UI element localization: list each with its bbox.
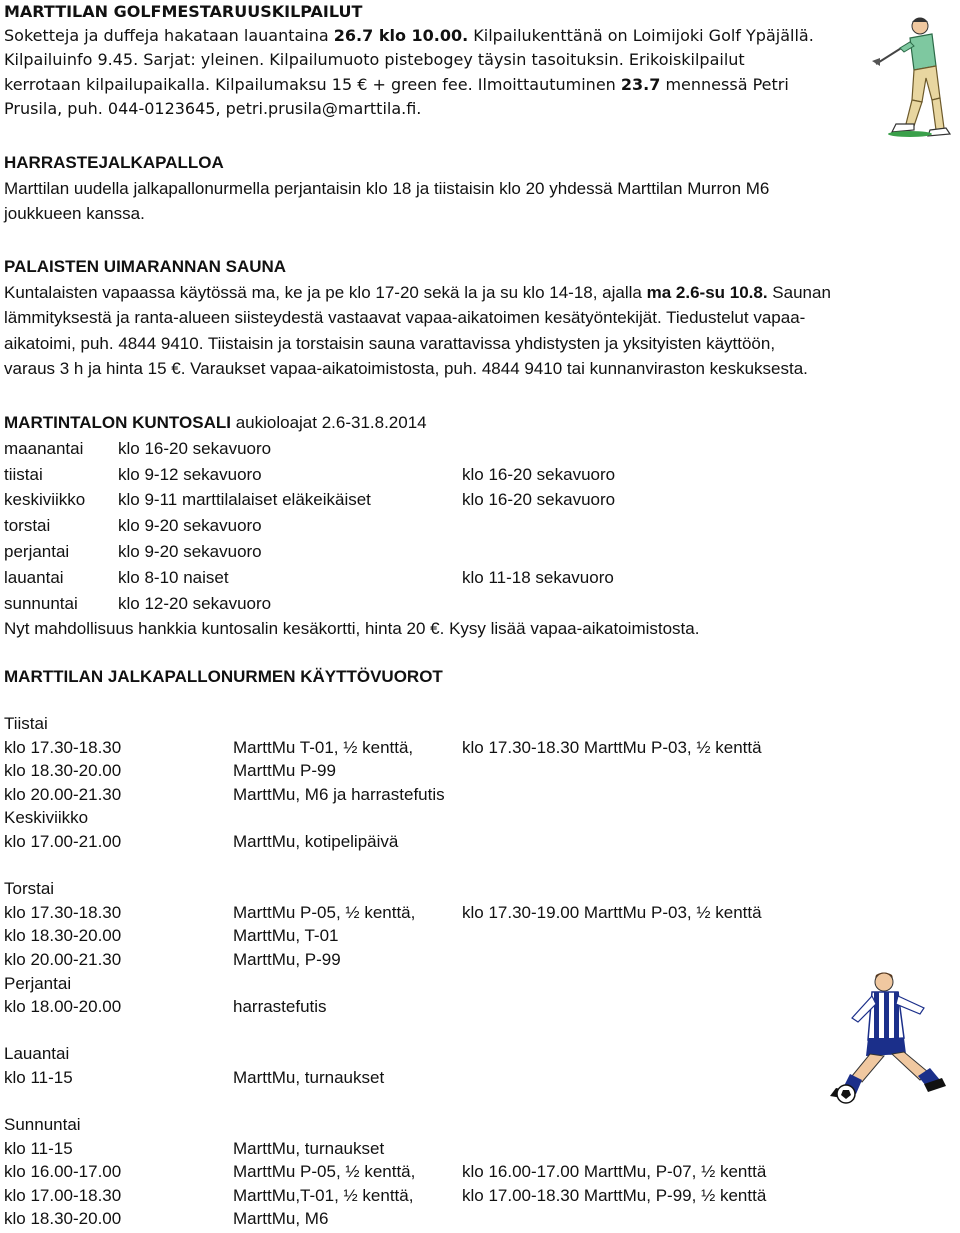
schedule-time: klo 16.00-17.00 — [4, 1162, 122, 1182]
schedule-team: MarttMu, M6 ja harrastefutis — [233, 784, 445, 804]
schedule-time: klo 17.00-18.30 — [4, 1185, 122, 1205]
schedule-team-2: klo 17.30-19.00 MarttMu P-03, ½ kenttä — [462, 902, 762, 922]
schedule-time: klo 17.30-18.30 — [4, 902, 122, 922]
hours-slot: klo 9-20 sekavuoro — [118, 541, 262, 561]
schedule-time: Lauantai — [4, 1044, 70, 1064]
harraste-line-2: joukkueen kanssa. — [4, 204, 145, 224]
sauna-line-3: aikatoimi, puh. 4844 9410. Tiistaisin ja torstaisin sauna varattavissa yhdistysten ja yksityisten käyttöön, — [4, 333, 776, 353]
golf-line-4: Prusila, puh. 044-0123645, petri.prusila@marttila.fi. — [4, 98, 422, 118]
sauna-text: Saunan — [767, 282, 831, 302]
schedule-team: MarttMu,T-01, ½ kenttä, — [233, 1185, 414, 1205]
hours-slot: klo 9-20 sekavuoro — [118, 516, 262, 536]
hours-day: tiistai — [4, 464, 43, 484]
jalkapallo-title: MARTTILAN JALKAPALLONURMEN KÄYTTÖVUOROT — [4, 667, 443, 686]
golf-date: 26.7 klo 10.00. — [333, 26, 469, 46]
schedule-time: klo 20.00-21.30 — [4, 949, 122, 969]
schedule-team: MarttMu, P-99 — [233, 949, 341, 969]
golf-title: MARTTILAN GOLFMESTARUUSKILPAILUT — [4, 2, 363, 21]
hours-slot-2: klo 11-18 sekavuoro — [462, 567, 614, 587]
hours-row — [4, 513, 699, 539]
schedule-team-2: klo 16.00-17.00 MarttMu, P-07, ½ kenttä — [462, 1162, 767, 1182]
schedule-time: klo 18.00-20.00 — [4, 997, 122, 1017]
schedule-time: Sunnuntai — [4, 1115, 81, 1135]
hours-day: keskiviikko — [4, 490, 86, 510]
hours-slot-2: klo 16-20 sekavuoro — [462, 464, 616, 484]
schedule-team: MarttMu, kotipelipäivä — [233, 831, 399, 851]
schedule-time: klo 11-15 — [4, 1067, 73, 1087]
schedule-team: MarttMu T-01, ½ kenttä, — [233, 737, 414, 757]
harraste-title: HARRASTEJALKAPALLOA — [4, 153, 224, 172]
schedule-team: harrastefutis — [233, 997, 327, 1017]
kuntosali-hours — [4, 436, 699, 617]
hours-day: torstai — [4, 516, 51, 536]
schedule-team: MarttMu P-05, ½ kenttä, — [233, 902, 416, 922]
schedule-time: klo 17.30-18.30 — [4, 737, 122, 757]
golf-text: mennessä Petri — [660, 74, 789, 94]
football-player-illustration — [800, 968, 950, 1110]
schedule-time: klo 18.30-20.00 — [4, 761, 122, 781]
hours-slot: klo 12-20 sekavuoro — [118, 593, 272, 613]
hours-row — [4, 462, 699, 488]
hours-row — [4, 436, 699, 462]
hours-slot: klo 9-12 sekavuoro — [118, 464, 262, 484]
sauna-line-2: lämmityksestä ja ranta-alueen siisteydestä vastaavat vapaa-aikatoimen kesätyöntekijät. Tiedustelut vapaa- — [4, 308, 806, 328]
hours-day: lauantai — [4, 567, 64, 587]
kuntosali-period: aukioloajat 2.6-31.8.2014 — [230, 413, 427, 432]
sauna-line-4: varaus 3 h ja hinta 15 €. Varaukset vapaa-aikatoimistosta, puh. 4844 9410 tai kunnanviraston keskuksesta. — [4, 359, 808, 379]
schedule-team: MarttMu, turnaukset — [233, 1138, 385, 1158]
hours-day: sunnuntai — [4, 593, 78, 613]
golf-deadline: 23.7 — [620, 74, 661, 94]
golf-line-1 — [4, 24, 814, 48]
kuntosali-note: Nyt mahdollisuus hankkia kuntosalin kesäkortti, hinta 20 €. Kysy lisää vapaa-aikatoimistosta. — [4, 619, 700, 639]
hours-slot-2: klo 16-20 sekavuoro — [462, 490, 616, 510]
schedule-team: MarttMu, T-01 — [233, 926, 339, 946]
golf-text: Soketteja ja duffeja hakataan lauantaina — [4, 26, 334, 46]
schedule-time: Keskiviikko — [4, 808, 89, 828]
schedule-time: Perjantai — [4, 973, 72, 993]
hours-row — [4, 565, 699, 591]
hours-row — [4, 591, 699, 617]
hours-day: maanantai — [4, 438, 84, 458]
kuntosali-title: MARTINTALON KUNTOSALI — [4, 413, 231, 432]
hours-row — [4, 539, 699, 565]
harraste-section — [4, 150, 769, 227]
schedule-time: klo 18.30-20.00 — [4, 926, 122, 946]
sauna-section — [4, 254, 831, 382]
schedule-time: klo 17.00-21.00 — [4, 831, 122, 851]
golf-text: kerrotaan kilpailupaikalla. Kilpailumaksu 15 € + green fee. Ilmoittautuminen — [4, 74, 621, 94]
schedule-team: MarttMu P-05, ½ kenttä, — [233, 1162, 416, 1182]
sauna-text: Kuntalaisten vapaassa käytössä ma, ke ja pe klo 17-20 sekä la ja su klo 14-18, ajalla — [4, 282, 647, 302]
schedule-team-2: klo 17.00-18.30 MarttMu, P-99, ½ kenttä — [462, 1185, 767, 1205]
sauna-dates: ma 2.6-su 10.8. — [646, 282, 768, 302]
kuntosali-section — [4, 410, 699, 642]
golf-line-3 — [4, 73, 814, 97]
golfer-illustration — [870, 14, 954, 140]
schedule-time: Torstai — [4, 879, 55, 899]
golf-line-2: Kilpailuinfo 9.45. Sarjat: yleinen. Kilpailumuoto pistebogey täysin tasoituksin. Erikoiskilpailut — [4, 50, 745, 70]
sauna-title: PALAISTEN UIMARANNAN SAUNA — [4, 257, 287, 276]
hours-slot: klo 16-20 sekavuoro — [118, 438, 272, 458]
golf-text: Kilpailukenttänä on Loimijoki Golf Ypäjällä. — [468, 26, 814, 46]
schedule-team-2: klo 17.30-18.30 MarttMu P-03, ½ kenttä — [462, 737, 762, 757]
hours-day: perjantai — [4, 541, 70, 561]
kuntosali-heading — [4, 410, 699, 436]
schedule-team: MarttMu, turnaukset — [233, 1067, 385, 1087]
schedule-time: klo 20.00-21.30 — [4, 784, 122, 804]
hours-row — [4, 487, 699, 513]
harraste-line-1: Marttilan uudella jalkapallonurmella perjantaisin klo 18 ja tiistaisin klo 20 yhdessä Marttilan Murron M6 — [4, 178, 770, 198]
schedule-time: klo 11-15 — [4, 1138, 73, 1158]
hours-slot: klo 8-10 naiset — [118, 567, 229, 587]
schedule-time: klo 18.30-20.00 — [4, 1209, 122, 1229]
schedule-time: Tiistai — [4, 714, 48, 733]
golf-section — [4, 0, 814, 118]
schedule-team: MarttMu, M6 — [233, 1209, 329, 1229]
hours-slot: klo 9-11 marttilalaiset eläkeikäiset — [118, 490, 371, 510]
sauna-line-1 — [4, 280, 831, 306]
schedule-team: MarttMu P-99 — [233, 761, 336, 781]
